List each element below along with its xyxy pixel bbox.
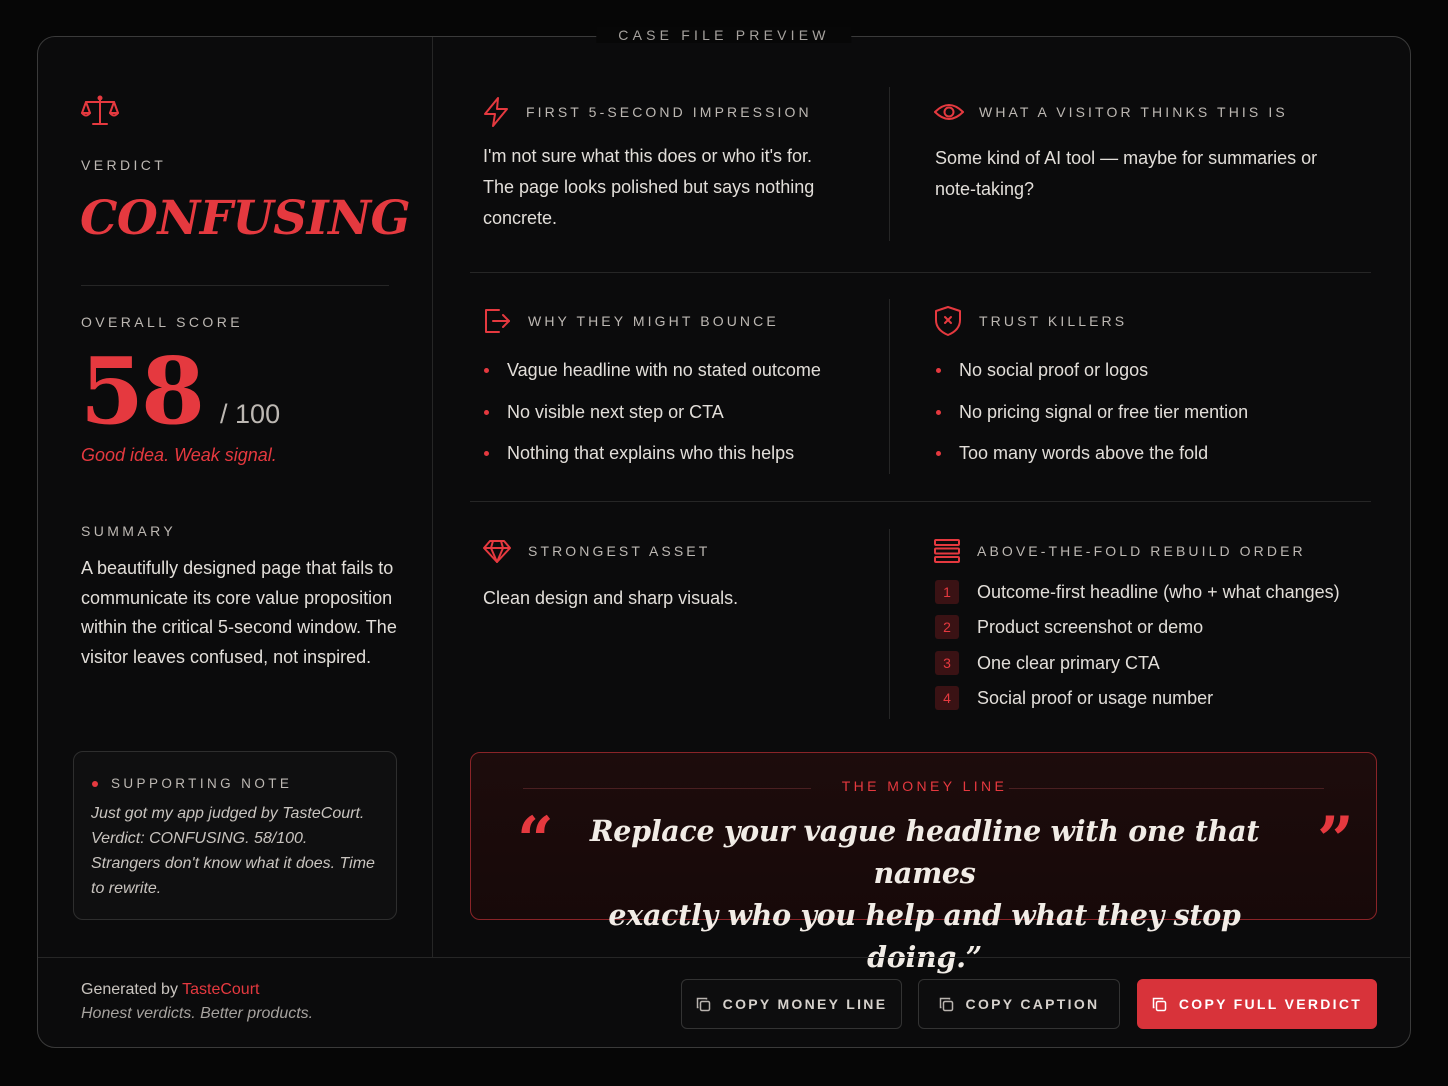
copy-caption-label: COPY CAPTION xyxy=(965,996,1100,1012)
lightning-icon xyxy=(483,97,509,127)
copy-full-verdict-button[interactable] xyxy=(1137,979,1377,1029)
verdict-label: VERDICT xyxy=(81,157,167,173)
money-line-box xyxy=(470,752,1377,974)
bullet-dot xyxy=(92,781,98,787)
visitor-thinks-header xyxy=(934,101,1288,123)
copy-money-line-label: COPY MONEY LINE xyxy=(722,996,888,1012)
list-item: Vague headline with no stated outcome xyxy=(483,360,883,402)
shield-icon xyxy=(934,305,962,337)
footer xyxy=(38,957,1410,1047)
list-item xyxy=(935,580,1395,615)
generated-prefix: Generated by xyxy=(81,981,178,998)
visitor-thinks-text: Some kind of AI tool — maybe for summaries or note-taking? xyxy=(935,148,1318,199)
strongest-asset-header xyxy=(483,539,710,563)
divider xyxy=(889,529,890,719)
first-impression-text: I'm not sure what this does or who it's for. The page looks polished but says nothing concrete. xyxy=(483,146,815,228)
generated-by xyxy=(81,981,259,999)
supporting-note xyxy=(73,751,397,920)
score-tagline: Good idea. Weak signal. xyxy=(81,445,277,465)
summary-label: SUMMARY xyxy=(81,523,177,539)
rebuild-order-title: ABOVE-THE-FOLD REBUILD ORDER xyxy=(977,543,1306,559)
eye-icon xyxy=(934,101,964,123)
copy-icon xyxy=(939,997,954,1012)
list-item: No social proof or logos xyxy=(935,360,1355,402)
supporting-note-label: SUPPORTING NOTE xyxy=(111,776,293,791)
order-number: 4 xyxy=(935,686,959,710)
list-item xyxy=(935,615,1395,650)
summary-text: A beautifully designed page that fails to communicate its core value proposition within the critical 5-second window. The visitor leaves confused, not inspired. xyxy=(81,558,397,667)
visitor-thinks-title: WHAT A VISITOR THINKS THIS IS xyxy=(979,104,1288,120)
score-label: OVERALL SCORE xyxy=(81,314,243,330)
money-line-quote-line: exactly who you help and what they stop doing.” xyxy=(608,898,1241,974)
copy-icon xyxy=(696,997,711,1012)
divider xyxy=(889,87,890,241)
divider xyxy=(81,285,389,286)
score-display xyxy=(80,337,281,445)
order-text: Product screenshot or demo xyxy=(977,617,1204,638)
verdict-value: CONFUSING xyxy=(80,191,411,246)
list-item: Too many words above the fold xyxy=(935,443,1355,485)
verdict-panel xyxy=(38,37,433,957)
exit-icon xyxy=(483,307,511,335)
list-item xyxy=(935,651,1395,686)
first-impression-title: FIRST 5-SECOND IMPRESSION xyxy=(526,104,812,120)
bounce-title: WHY THEY MIGHT BOUNCE xyxy=(528,313,779,329)
score-max: / 100 xyxy=(220,399,281,429)
bounce-header xyxy=(483,307,779,335)
stack-icon xyxy=(934,539,960,563)
money-line-quote xyxy=(571,810,1278,978)
order-text: Social proof or usage number xyxy=(977,687,1214,708)
order-number: 3 xyxy=(935,651,959,675)
money-line-quote-line: Replace your vague headline with one that names xyxy=(589,814,1260,890)
order-text: One clear primary CTA xyxy=(977,652,1160,673)
first-impression-header xyxy=(483,97,812,127)
divider xyxy=(889,299,890,474)
copy-icon xyxy=(1152,997,1167,1012)
case-file-card xyxy=(37,27,1411,1048)
divider xyxy=(470,501,1371,502)
trust-killers-list xyxy=(935,360,1355,485)
copy-full-verdict-label: COPY FULL VERDICT xyxy=(1178,996,1363,1012)
list-item: Nothing that explains who this helps xyxy=(483,443,883,485)
copy-caption-button[interactable] xyxy=(918,979,1120,1029)
frame-label: CASE FILE PREVIEW xyxy=(596,27,851,43)
close-quote-icon: ” xyxy=(1317,803,1354,878)
bounce-list xyxy=(483,360,883,485)
brand-link[interactable]: TasteCourt xyxy=(182,981,260,998)
rebuild-order-list xyxy=(935,580,1395,721)
strongest-asset-text: Clean design and sharp visuals. xyxy=(483,588,739,608)
rebuild-order-header xyxy=(934,539,1306,563)
divider xyxy=(470,272,1371,273)
gem-icon xyxy=(483,539,511,563)
scales-icon xyxy=(81,95,119,127)
list-item: No pricing signal or free tier mention xyxy=(935,402,1355,444)
order-number: 1 xyxy=(935,580,959,604)
open-quote-icon: “ xyxy=(517,803,554,878)
strongest-asset-title: STRONGEST ASSET xyxy=(528,543,711,559)
supporting-note-text: Just got my app judged by TasteCourt. Verdict: CONFUSING. 58/100. Strangers don't know what it does. Time to rewrite. xyxy=(91,805,375,897)
list-item: No visible next step or CTA xyxy=(483,402,883,444)
footer-tagline: Honest verdicts. Better products. xyxy=(81,1005,314,1022)
trust-killers-header xyxy=(934,305,1127,337)
score-value: 58 xyxy=(80,337,203,445)
list-item xyxy=(935,686,1395,721)
order-text: Outcome-first headline (who + what changes) xyxy=(977,582,1340,602)
supporting-note-header xyxy=(92,776,292,791)
money-line-title: THE MONEY LINE xyxy=(841,778,1008,794)
copy-money-line-button[interactable] xyxy=(681,979,902,1029)
trust-killers-title: TRUST KILLERS xyxy=(979,313,1128,329)
order-number: 2 xyxy=(935,615,959,639)
